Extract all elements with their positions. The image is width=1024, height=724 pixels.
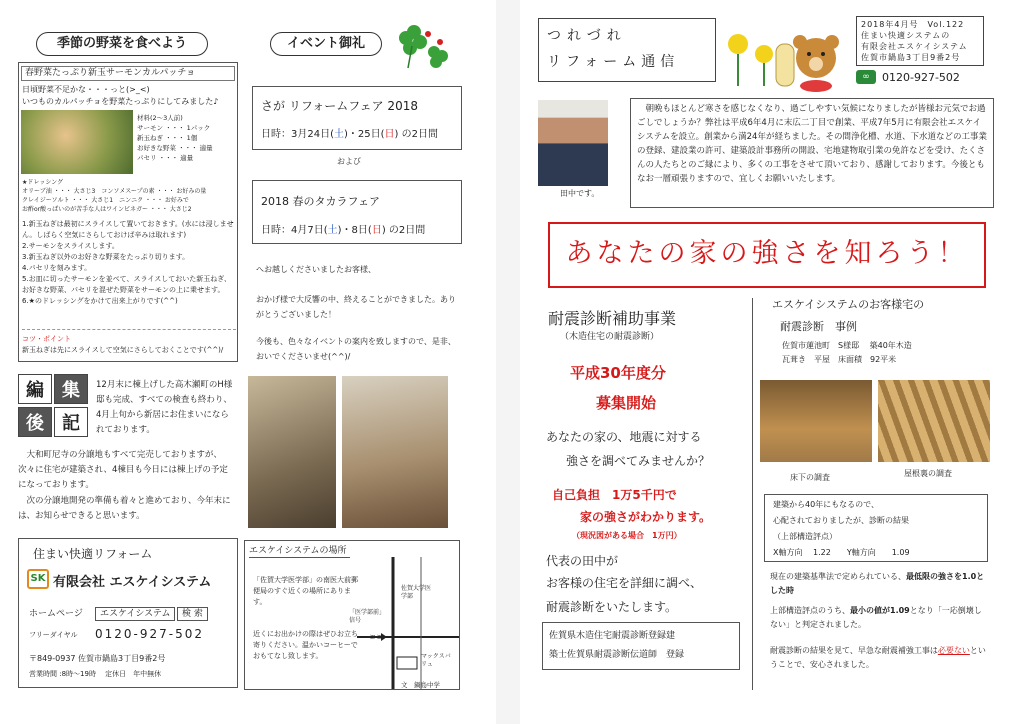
banner-box (548, 222, 986, 288)
portrait-photo (538, 100, 608, 186)
map-text1: 「佐賀大学医学部」の南医大前郵便局のすぐ近くの場所にあります。 (253, 576, 358, 606)
homepage-label: ホームページ (29, 609, 83, 619)
subsidy-title: 耐震診断補助事業 (548, 309, 677, 328)
newsletter-title-box (538, 18, 716, 82)
rep2: お客様の住宅を詳細に調べ、 (546, 576, 703, 590)
tip: コツ・ポイント 新玉ねぎは先にスライスして空気にさらしておくことです(^^)/ (22, 329, 236, 356)
cost2: 家の強さがわかります。 (580, 510, 712, 524)
result-box: 建築から40年にもなるので、 心配されておりましたが、診断の結果 （上部構造評点） X軸方向 1.22 Y軸方向 1.09 (764, 494, 988, 562)
issue-number: 2018年4月号 Vol.122 (861, 20, 965, 29)
year-text: 平成30年度分 (570, 364, 666, 382)
cost-note: （現況図がある場合 1万円） (572, 531, 682, 540)
ingredients: 材料(2〜3人前) サーモン ・・・ 1パック 新玉ねぎ ・・・ 1個 お好きな野菜 ・・・ 適量 パセリ ・・・ 適量 (137, 114, 213, 162)
map-label-here: ココ (369, 633, 383, 641)
photo2-caption: 屋根裏の調査 (904, 469, 952, 478)
newsletter-title2: リフォーム通信 (547, 54, 680, 70)
season-title: 季節の野菜を食べよう (36, 32, 208, 56)
event1-title: さが リフォームフェア 2018 (261, 99, 418, 113)
question1: あなたの家の、地震に対する (546, 430, 702, 444)
question2: 強さを調べてみませんか？ (566, 454, 711, 468)
event-thanks1: へお越しくださいましたお客様、 (256, 265, 376, 274)
recipe-intro: 日頃野菜不足かな・・・っと(>_<) (22, 85, 150, 94)
underfloor-photo (760, 380, 872, 462)
editor-text3: 次の分譲地開発の準備も着々と進めており、今年末には、お知らせできると思います。 (18, 496, 231, 521)
map-text2: 近くにお出かけの際はぜひお立ち寄りください。温かいコーヒーでおもてなし致します。 (253, 630, 358, 660)
map-title: エスケイシステムの場所 (249, 545, 350, 558)
company-hours: 営業時間 :8時〜19時 定休日 年中無休 (29, 670, 162, 678)
column-divider (752, 298, 753, 690)
map-box (244, 540, 460, 690)
portrait-caption: 田中です。 (560, 189, 600, 198)
recruit-text: 募集開始 (596, 394, 657, 412)
clover-icon (392, 22, 452, 70)
intro-text: 朝晩もほとんど寒さを感じなくなり、過ごしやすい気候になりましたが皆様お元気でお過ごしでしょうか？弊社は平成6年4月に末広二丁目で創業、平成7年5月に有限会社エスケイシステムを設立。創業から満24年が経ちました。その間浄化槽、水道、下水道などの工事業の登録、建設業の許可、建築設計事務所の開設、宅地建物取引業の免許などを受け、たくさんの人たちとのご縁により、多くの工事をさせて頂いており、感謝しております。今後ともなお一層頑張りますので、宜しくお願いいたします。 (630, 98, 994, 208)
banner-text: あなたの家の強さを知ろう！ (565, 238, 969, 269)
freedial-label: フリーダイヤル (29, 631, 78, 639)
freedial-number: 0120-927-502 (95, 627, 205, 641)
search-button[interactable]: 検 索 (177, 607, 208, 621)
photo1-caption: 床下の調査 (790, 473, 830, 482)
map-label-univ: 佐賀大学医学部 (401, 585, 432, 600)
registration-box: 佐賀県木造住宅耐震診断登録建 築士佐賀県耐震診断伝道師 登録 (542, 622, 740, 670)
map-label-school: 文 鍋島中学 (401, 681, 440, 689)
attic-photo (878, 380, 990, 462)
company-tagline: 住まい快適リフォーム (33, 547, 153, 561)
subsidy-sub: （木造住宅の耐震診断） (560, 332, 660, 342)
rep3: 耐震診断をいたします。 (546, 600, 678, 614)
company-card (18, 538, 238, 688)
dressing: ★ドレッシング オリーブ油 ・・・ 大さじ3 コンソメスープの素 ・・・ お好みの量 クレイジーソルト ・・・ 大さじ1 ニンニク ・・・ お好みで お酢or酸っぱいのが苦手な人はワインビネガー ・・・ 大さじ2 (22, 179, 207, 213)
newsletter-title1: つれづれ (547, 28, 627, 44)
event-photo-1 (248, 376, 336, 528)
event-thanks3: 今後も、色々なイベントの案内を致しますので、是非、おいでくださいませ(^^)/ (256, 337, 456, 361)
company-address: 〒849-0937 佐賀市鍋島3丁目9番2号 (29, 654, 166, 663)
recipe-intro2: いつものカルパッチョを野菜たっぷりにしてみました♪ (22, 97, 219, 106)
recipe-steps: 1.新玉ねぎは最初にスライスして置いておきます。(水には浸しません。しばらく空気にさらしておけば辛みは取れます) 2.サーモンをスライスします。 3.新玉ねぎ以外のお好きな野菜をたっぷり切ります。 4.パセリを刻みます。 5.お皿に切ったサーモンを並べて、スライスしておいた新玉ねぎ、お好きな野菜、パセリを混ぜた野菜をサーモンの上に乗せます。 6.★のドレッシングをかけて出来上がりです(^^) (22, 220, 234, 305)
recipe-box (18, 62, 238, 362)
and-text: および (337, 157, 361, 166)
case-title2: 耐震診断 事例 (780, 320, 857, 333)
salad-photo (21, 110, 133, 174)
case-info1: 佐賀市蓮池町 S様邸 築40年木造 (782, 341, 912, 350)
recipe-title: 春野菜たっぷり新玉サーモンカルパッチョ (21, 66, 235, 81)
case-info2: 瓦葺き 平屋 床面積 92平米 (782, 355, 897, 364)
issue-phone: 0120-927-502 (882, 70, 960, 84)
rep1: 代表の田中が (546, 554, 619, 568)
company-name: 有限会社 エスケイシステム (53, 575, 212, 590)
event1-box (252, 86, 462, 150)
event-photo-2 (342, 376, 448, 528)
center-fold (496, 0, 520, 724)
homepage-button[interactable]: エスケイシステム (95, 607, 175, 621)
event-thanks2: おかげ様で大反響の中、終えることができました。ありがとうございました！ (256, 295, 456, 319)
cost1: 自己負担 1万5千円で (552, 488, 677, 502)
note1: 現在の建築基準法で定められている、最低限の強さを1.0とした時 (770, 572, 985, 595)
issue-info: 2018年4月号 Vol.122 住まい快適システムの 有限会社エスケイシステム 佐賀市鍋島3丁目9番2号 ∞ 0120-927-502 (856, 16, 984, 88)
editor-text2: 大和町尼寺の分譲地もすべて完売しておりますが、次々に住宅が建築され、4棟目も今日には棟上げの予定になっております。 (18, 450, 228, 490)
event-title: イベント御礼 (270, 32, 382, 56)
map-label-store: マックスバリュ (421, 653, 451, 668)
mascot-illustration (724, 24, 850, 92)
event2-date: 日時：4月7日(土)・8日(日) の2日間 (261, 225, 426, 236)
note3: 耐震診断の結果を見て、早急な耐震補強工事は必要ないということで、安心されました。 (770, 646, 986, 669)
editor-heading: 編 集 後 記 (18, 374, 88, 440)
note2: 上部構造評点のうち、最小の値が1.09となり「一応倒壊しない」と判定されました。 (770, 606, 982, 629)
event2-box (252, 180, 462, 244)
company-logo: SK (27, 569, 49, 589)
map-label-postoffice: 「医学部前」信号 (349, 609, 386, 624)
editor-text1: 12月末に棟上げした高木瀬町のH様邸も完成、すべての検査も終わり、4月上旬から新居にお住まいになられております。 (96, 380, 233, 435)
case-title1: エスケイシステムのお客様宅の (772, 298, 925, 311)
event2-title: 2018 春のタカラフェア (261, 195, 380, 208)
event1-date: 日時：3月24日(土)・25日(日) の2日間 (261, 129, 438, 140)
freedial-icon: ∞ (856, 70, 876, 84)
